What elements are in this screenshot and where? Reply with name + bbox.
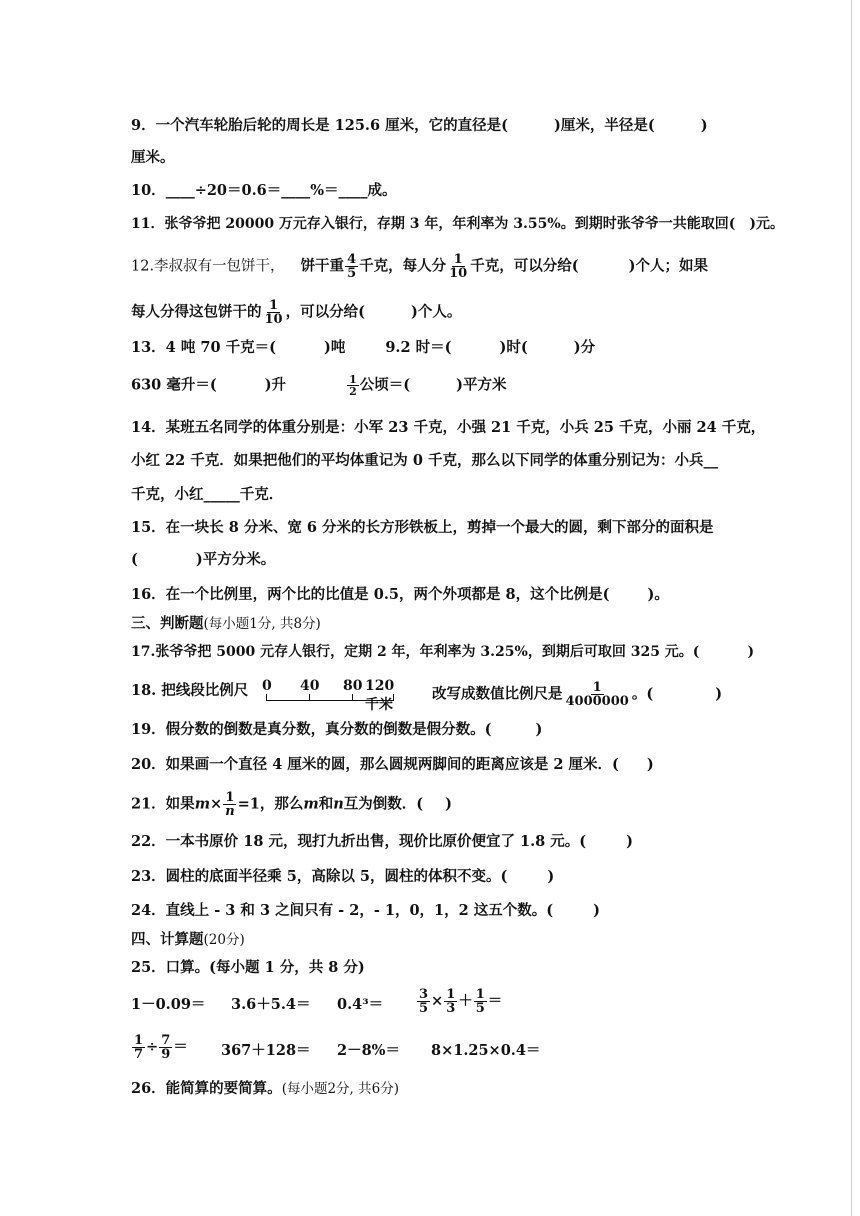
question-25-row1c: 0.4³＝	[337, 996, 384, 1013]
question-25-row2b: 367＋128＝	[221, 1042, 311, 1059]
fraction: $\frac{7}{9}$	[161, 1033, 171, 1062]
question-14-line1: 14．某班五名同学的体重分别是：小军 23 千克，小强 21 千克，小兵 25 千克，小丽 24 千克，	[131, 419, 766, 436]
question-16: 16．在一个比例里，两个比的比值是 0.5，两个外项都是 8，这个比例是( )。	[131, 586, 669, 603]
question-9-cont: 厘米。	[131, 149, 175, 166]
question-25-row1d: $\frac{3}{5}$ × $\frac{1}{3}$ ＋ $\frac{1}{5}$ ＝	[419, 987, 503, 1016]
question-14-line2: 小红 22 千克．如果把他们的平均体重记为 0 千克，那么以下同学的体重分别记为：小兵__	[131, 452, 718, 469]
fraction: $\frac{1}{n}$	[225, 790, 235, 819]
question-18-label: 18. 把线段比例尺	[131, 682, 249, 699]
scale-tick	[393, 694, 394, 701]
question-22: 22．一本书原价 18 元，现打九折出售，现价比原价便宜了 1.8 元。( )	[131, 833, 634, 850]
question-26: 26．能简算的要简算。(每小题2分, 共6分)	[131, 1080, 399, 1097]
question-12-cont: 每人分得这包饼干的 $\frac{1}{10}$ ，可以分给( )个人。	[131, 298, 462, 327]
question-11: 11．张爷爷把 20000 万元存入银行，存期 3 年，年利率为 3.55%。到期时张爷爷一共能取回( )元。	[131, 216, 784, 232]
question-12: 12.李叔叔有一包饼干， 饼干重 $\frac{4}{5}$ 千克，每人分 $\frac{1}{10}$ 千克，可以分给( )个人；如果	[131, 252, 708, 281]
fraction: $\frac{1}{10}$	[449, 252, 468, 281]
question-25-row2a: $\frac{1}{7}$ ÷ $\frac{7}{9}$ ＝	[134, 1033, 188, 1062]
section-3-heading: 三、判断题(每小题1分, 共8分)	[131, 615, 321, 632]
page-edge	[851, 0, 852, 1216]
question-15: 15．在一块长 8 分米、宽 6 分米的长方形铁板上，剪掉一个最大的圆，剩下部分的面积是	[131, 519, 714, 536]
question-20: 20．如果画一个直径 4 厘米的圆，那么圆规两脚间的距离应该是 2 厘米．( )	[131, 756, 654, 773]
question-24: 24．直线上 - 3 和 3 之间只有 - 2，- 1，0，1，2 这五个数。( )	[131, 902, 601, 919]
line-segment-scale: 0 40 80 120千米	[262, 678, 395, 713]
question-21: 21．如果m× $\frac{1}{n}$ =1，那么m和n互为倒数．( )	[131, 790, 453, 819]
question-15-cont: ( )平方分米。	[131, 551, 276, 568]
scale-tick	[352, 694, 353, 701]
fraction: $\frac{1}{2}$	[349, 373, 357, 398]
question-9: 9．一个汽车轮胎后轮的周长是 125.6 厘米，它的直径是( )厘米，半径是( )	[131, 117, 708, 134]
question-19: 19．假分数的倒数是真分数，真分数的倒数是假分数。( )	[131, 721, 543, 738]
fraction: $\frac{1}{10}$	[264, 298, 283, 327]
fraction: $\frac{1}{4000000}$	[565, 680, 629, 709]
question-25-title: 25．口算。(每小题 1 分，共 8 分)	[131, 959, 365, 976]
scale-tick	[309, 694, 310, 701]
question-17: 17.张爷爷把 5000 元存人银行，定期 2 年，年利率为 3.25%，到期后可取回 325 元。( )	[131, 644, 755, 660]
question-25-row2c: 2－8%＝	[337, 1042, 400, 1059]
question-18-rest: 改写成数值比例尺是 $\frac{1}{4000000}$ 。( )	[432, 680, 723, 709]
question-13-line1: 13．4 吨 70 千克＝( )吨 9.2 时＝( )时( )分	[131, 339, 596, 356]
question-13-line2: 630 毫升＝( )升 $\frac{1}{2}$ 公顷＝( )平方米	[131, 373, 507, 398]
question-25-row1a: 1－0.09＝	[131, 996, 206, 1013]
question-14-line3: 千克，小红_____千克．	[131, 486, 284, 503]
fraction: $\frac{3}{5}$	[419, 987, 429, 1016]
scale-tick	[266, 694, 267, 701]
question-10: 10．____÷20＝0.6＝____%＝____成。	[131, 182, 397, 199]
question-25-row1b: 3.6＋5.4＝	[231, 996, 311, 1013]
fraction: $\frac{1}{3}$	[446, 987, 456, 1016]
fraction: $\frac{1}{5}$	[475, 987, 485, 1016]
section-4-heading: 四、计算题(20分)	[131, 931, 245, 948]
scale-bar	[266, 700, 394, 701]
question-25-row2d: 8×1.25×0.4＝	[431, 1042, 541, 1059]
fraction: $\frac{1}{7}$	[134, 1033, 144, 1062]
question-23: 23．圆柱的底面半径乘 5，高除以 5，圆柱的体积不变。( )	[131, 868, 555, 885]
fraction: $\frac{4}{5}$	[347, 252, 357, 281]
